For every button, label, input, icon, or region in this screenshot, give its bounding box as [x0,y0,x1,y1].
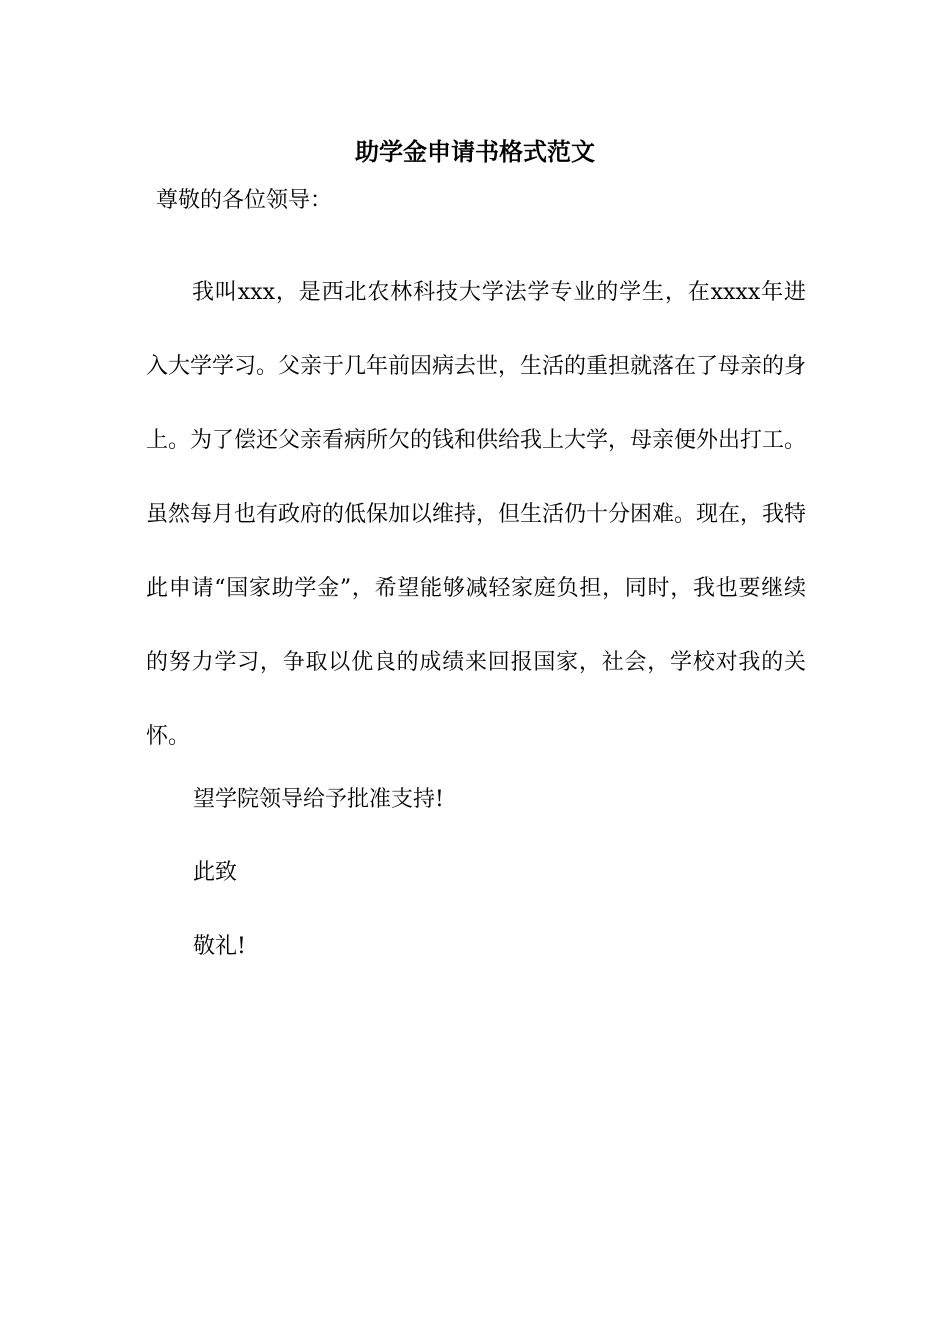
body-paragraph: 我叫xxx，是西北农林科技大学法学专业的学生，在xxxx年进入大学学习。父亲于几年前因病去世，生活的重担就落在了母亲的身上。为了偿还父亲看病所欠的钱和供给我上大学，母亲便外出打工。虽然每月也有政府的低保加以维持，但生活仍十分困难。现在，我特此申请“国家助学金”，希望能够减轻家庭负担，同时，我也要继续的努力学习，争取以优良的成绩来回报国家，社会，学校对我的关怀。 [146,280,807,749]
request-line: 望学院领导给予批准支持! [193,787,444,812]
closing-line-1: 此致 [193,860,238,885]
document-title: 助学金申请书格式范文 [355,137,595,166]
salutation: 尊敬的各位领导： [156,188,333,213]
closing-line-2: 敬礼! [193,934,246,959]
